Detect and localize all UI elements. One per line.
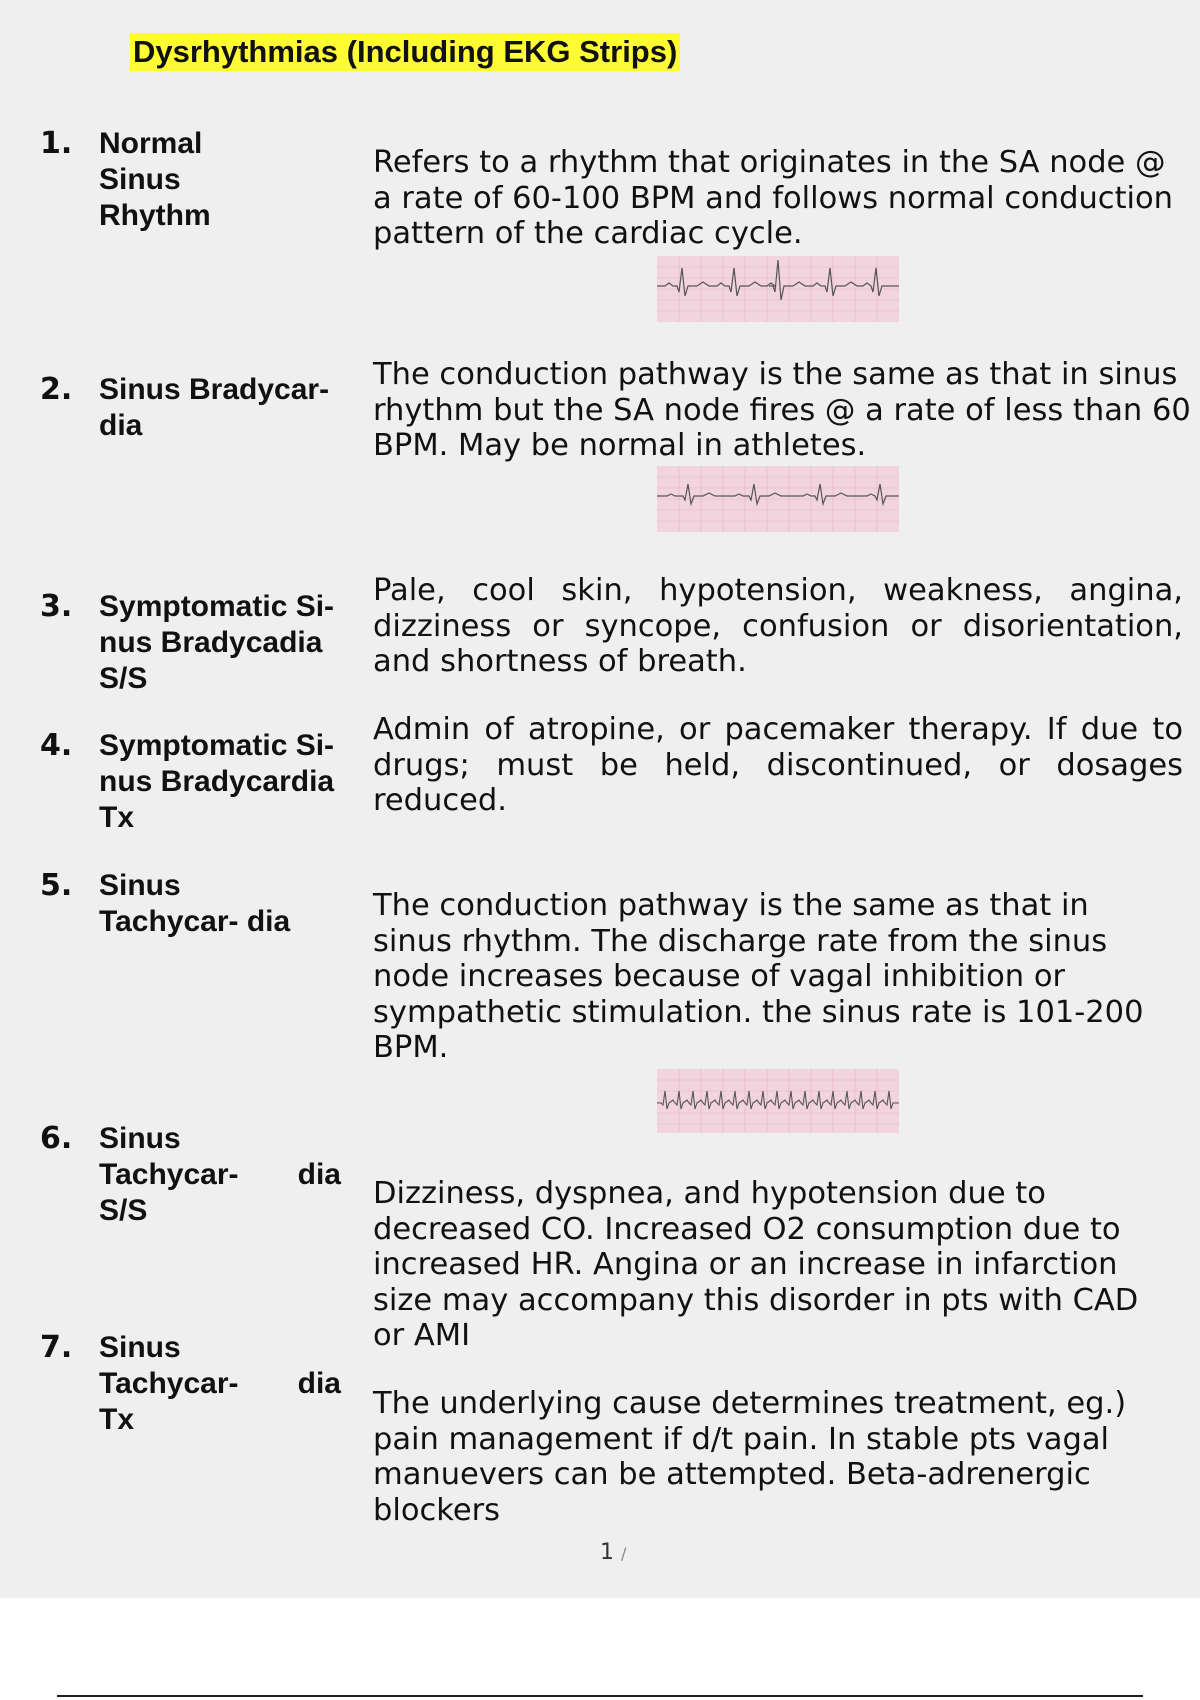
item-5-description: The conduction pathway is the same as that in sinus rhythm. The discharge rate from the sinus node increases because of vagal inhibition or sympathetic stimulation. the sinus rate is 101-200 BPM. [373, 888, 1144, 1065]
page-number-value: 1 [600, 1540, 614, 1565]
item-6-term-line: Sinus [99, 1122, 181, 1155]
item-4-term-line: nus Bradycardia [99, 765, 335, 798]
bottom-rule [57, 1695, 1143, 1697]
item-2-description: The conduction pathway is the same as that in sinus rhythm but the SA node fires @ a rate of less than 60 BPM. May be normal in athletes. [373, 357, 1191, 463]
item-4-number: 4. [40, 728, 73, 763]
item-6-term-line: Tachycar- dia [99, 1158, 341, 1191]
item-2-term-line: dia [99, 409, 143, 442]
item-3-term-line: S/S [99, 662, 148, 695]
item-3-number: 3. [40, 589, 73, 624]
item-3-term [99, 589, 351, 697]
sinus-bradycardia-ekg-strip [657, 466, 899, 532]
page-number-suffix: / [621, 1544, 627, 1563]
item-4-description: Admin of atropine, or pacemaker therapy. If due to drugs; must be held, discontinued, or dosages reduced. [373, 712, 1183, 818]
item-6-term-line: S/S [99, 1194, 148, 1227]
ekg-strip-graphic [657, 256, 899, 322]
item-1-term-line: Sinus [99, 163, 181, 196]
item-6-term [99, 1121, 341, 1229]
ekg-strip-graphic [657, 466, 899, 532]
item-7-term [99, 1330, 341, 1438]
item-3-description: Pale, cool skin, hypotension, weakness, angina, dizziness or syncope, confusion or disorientation, and shortness of breath. [373, 573, 1183, 679]
item-1-description: Refers to a rhythm that originates in the SA node @ a rate of 60-100 BPM and follows normal conduction pattern of the cardiac cycle. [373, 145, 1173, 251]
normal-sinus-rhythm-ekg-strip [657, 256, 899, 322]
item-1-term-line: Normal [99, 127, 203, 160]
item-2-term-line: Sinus Bradycar- [99, 373, 330, 406]
item-4-term-line: Symptomatic Si- [99, 729, 335, 762]
item-1-term [99, 126, 349, 234]
item-5-term-line: Tachycar- dia [99, 905, 291, 938]
sinus-tachycardia-ekg-strip [657, 1069, 899, 1133]
item-5-term-line: Sinus [99, 869, 181, 902]
item-2-number: 2. [40, 372, 73, 407]
page-number [600, 1540, 626, 1565]
item-2-term [99, 372, 351, 444]
page-title: Dysrhythmias (Including EKG Strips) [130, 33, 680, 71]
item-3-term-line: nus Bradycadia [99, 626, 323, 659]
item-7-number: 7. [40, 1330, 73, 1365]
item-7-term-line: Tachycar- dia [99, 1367, 341, 1400]
item-6-number: 6. [40, 1121, 73, 1156]
item-5-term [99, 868, 349, 940]
item-4-term-line: Tx [99, 801, 135, 834]
item-4-term [99, 728, 351, 836]
item-5-number: 5. [40, 868, 73, 903]
item-3-term-line: Symptomatic Si- [99, 590, 335, 623]
ekg-strip-graphic [657, 1069, 899, 1133]
item-1-term-line: Rhythm [99, 199, 211, 232]
item-1-number: 1. [40, 126, 73, 161]
item-7-term-line: Tx [99, 1403, 135, 1436]
item-7-description: The underlying cause determines treatment, eg.) pain management if d/t pain. In stable pts vagal manuevers can be attempted. Beta-adrenergic blockers [373, 1386, 1127, 1528]
item-7-term-line: Sinus [99, 1331, 181, 1364]
item-6-description: Dizziness, dyspnea, and hypotension due to decreased CO. Increased O2 consumption due to increased HR. Angina or an increase in infarction size may accompany this disorder in pts with CAD or AMI [373, 1176, 1139, 1353]
